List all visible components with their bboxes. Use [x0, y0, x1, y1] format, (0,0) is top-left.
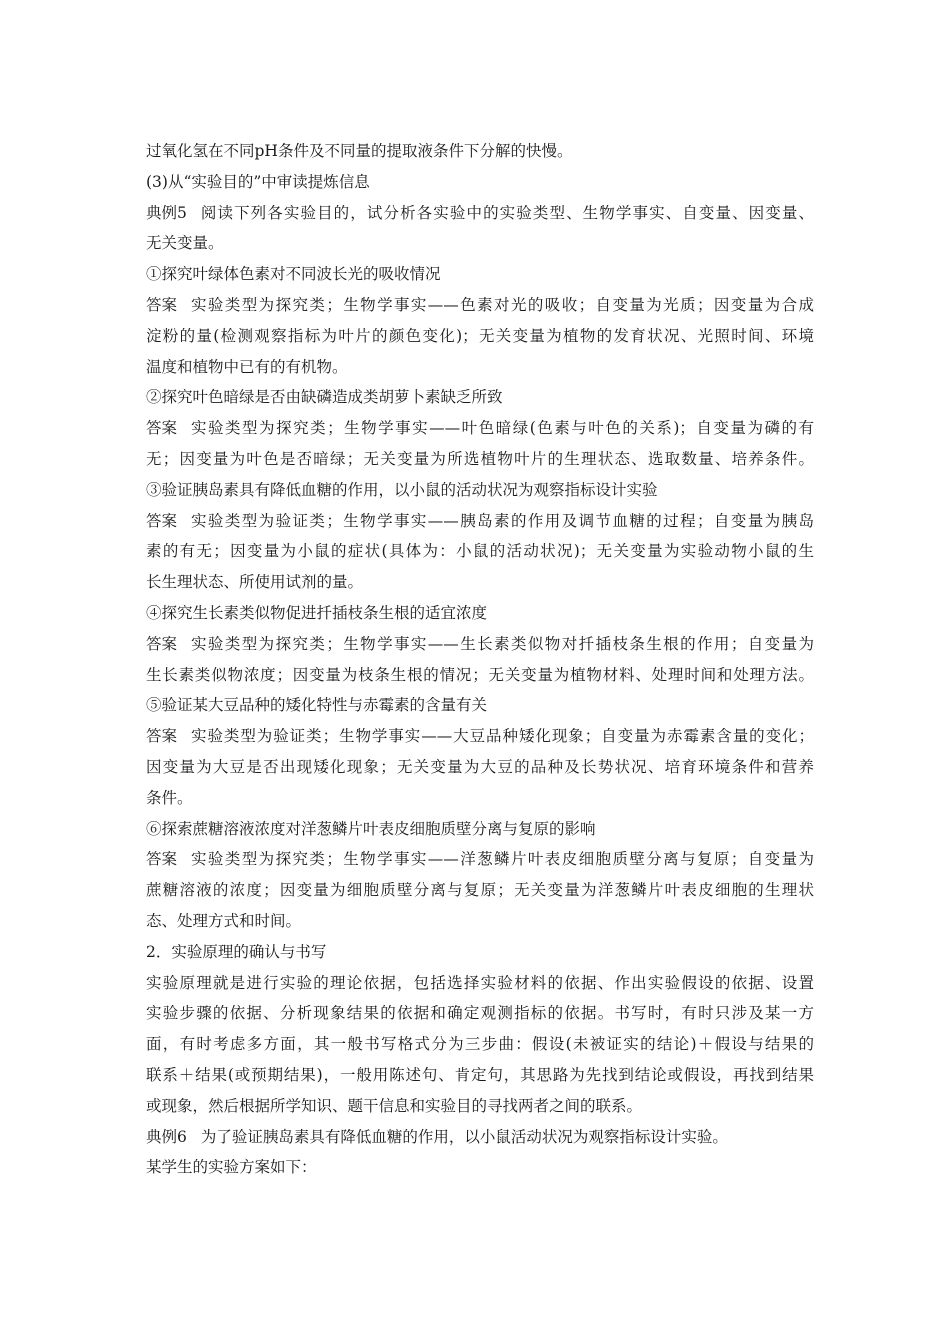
text-line — [146, 1152, 814, 1183]
line-label: 典例5 — [146, 203, 187, 222]
line-text: 实验类型为探究类；生物学事实——生长素类似物对扦插枝条生根的作用；自变量为 — [191, 634, 814, 653]
line-text: (3)从“实验目的”中审读提炼信息 — [146, 172, 370, 191]
line-text: 无；因变量为叶色是否暗绿；无关变量为所选植物叶片的生理状态、选取数量、培养条件。 — [146, 449, 814, 468]
text-line — [146, 968, 814, 999]
text-line — [146, 598, 814, 629]
text-line — [146, 690, 814, 721]
text-line — [146, 352, 814, 383]
text-line — [146, 413, 814, 444]
text-line — [146, 444, 814, 475]
text-line — [146, 783, 814, 814]
line-label: 答案 — [146, 511, 178, 530]
line-text: 温度和植物中已有的有机物。 — [146, 357, 348, 376]
line-text: 为了验证胰岛素具有降低血糖的作用，以小鼠活动状况为观察指标设计实验。 — [200, 1127, 728, 1146]
text-line — [146, 721, 814, 752]
line-text: 联系＋结果(或预期结果)，一般用陈述句、肯定句，其思路为先找到结论或假设，再找到结果 — [146, 1065, 814, 1084]
line-label: 答案 — [146, 295, 178, 314]
line-text: 蔗糖溶液的浓度；因变量为细胞质壁分离与复原；无关变量为洋葱鳞片叶表皮细胞的生理状 — [146, 881, 814, 900]
text-line — [146, 629, 814, 660]
line-label: 答案 — [146, 727, 178, 746]
text-line — [146, 475, 814, 506]
text-line — [146, 814, 814, 845]
text-line — [146, 506, 814, 537]
line-text: 生长素类似物浓度；因变量为枝条生根的情况；无关变量为植物材料、处理时间和处理方法。 — [146, 665, 814, 684]
text-line — [146, 136, 814, 167]
line-text: 过氧化氢在不同pH条件及不同量的提取液条件下分解的快慢。 — [146, 142, 573, 160]
text-line — [146, 567, 814, 598]
line-text: ⑤验证某大豆品种的矮化特性与赤霉素的含量有关 — [146, 696, 488, 715]
line-text: ⑥探索蔗糖溶液浓度对洋葱鳞片叶表皮细胞质壁分离与复原的影响 — [146, 819, 596, 838]
text-line — [146, 382, 814, 413]
line-text: ②探究叶色暗绿是否由缺磷造成类胡萝卜素缺乏所致 — [146, 388, 503, 407]
line-text: 某学生的实验方案如下： — [146, 1158, 317, 1177]
text-line — [146, 536, 814, 567]
text-line — [146, 906, 814, 937]
line-label: 典例6 — [146, 1127, 187, 1146]
line-text: ④探究生长素类似物促进扦插枝条生根的适宜浓度 — [146, 603, 488, 622]
line-text: 实验类型为探究类；生物学事实——色素对光的吸收；自变量为光质；因变量为合成 — [191, 295, 814, 314]
text-line — [146, 1029, 814, 1060]
line-text: 2．实验原理的确认与书写 — [146, 942, 327, 961]
text-line — [146, 1060, 814, 1091]
line-text: 因变量为大豆是否出现矮化现象；无关变量为大豆的品种及长势状况、培育环境条件和营养 — [146, 757, 814, 776]
document-body — [146, 136, 814, 1183]
text-line — [146, 937, 814, 968]
line-text: 条件。 — [146, 788, 193, 807]
text-line — [146, 844, 814, 875]
line-text: 或现象，然后根据所学知识、题干信息和实验目的寻找两者之间的联系。 — [146, 1096, 643, 1115]
line-text: ③验证胰岛素具有降低血糖的作用，以小鼠的活动状况为观察指标设计实验 — [146, 480, 658, 499]
text-line — [146, 228, 814, 259]
line-label: 答案 — [146, 634, 178, 653]
text-line — [146, 875, 814, 906]
line-text: 无关变量。 — [146, 234, 224, 253]
text-line — [146, 321, 814, 352]
line-text: 长生理状态、所使用试剂的量。 — [146, 573, 364, 592]
text-line — [146, 660, 814, 691]
text-line — [146, 1122, 814, 1153]
text-line — [146, 752, 814, 783]
line-text: 态、处理方式和时间。 — [146, 911, 302, 930]
text-line — [146, 259, 814, 290]
line-text: 实验类型为探究类；生物学事实——洋葱鳞片叶表皮细胞质壁分离与复原；自变量为 — [191, 850, 814, 869]
line-text: 实验类型为验证类；生物学事实——大豆品种矮化现象；自变量为赤霉素含量的变化； — [191, 727, 814, 746]
text-line — [146, 198, 814, 229]
text-line — [146, 998, 814, 1029]
line-text: 实验类型为探究类；生物学事实——叶色暗绿(色素与叶色的关系)；自变量为磷的有 — [191, 419, 814, 438]
line-text: 淀粉的量(检测观察指标为叶片的颜色变化)；无关变量为植物的发育状况、光照时间、环境 — [146, 326, 814, 345]
line-text: ①探究叶绿体色素对不同波长光的吸收情况 — [146, 265, 441, 284]
line-label: 答案 — [146, 419, 178, 438]
text-line — [146, 1091, 814, 1122]
line-label: 答案 — [146, 850, 178, 869]
line-text: 实验步骤的依据、分析现象结果的依据和确定观测指标的依据。书写时，有时只涉及某一方 — [146, 1004, 814, 1023]
line-text: 素的有无；因变量为小鼠的症状(具体为：小鼠的活动状况)；无关变量为实验动物小鼠的生 — [146, 542, 814, 561]
line-text: 实验原理就是进行实验的理论依据，包括选择实验材料的依据、作出实验假设的依据、设置 — [146, 973, 814, 992]
line-text: 阅读下列各实验目的，试分析各实验中的实验类型、生物学事实、自变量、因变量、 — [200, 203, 814, 222]
line-text: 实验类型为验证类；生物学事实——胰岛素的作用及调节血糖的过程；自变量为胰岛 — [191, 511, 814, 530]
line-text: 面，有时考虑多方面，其一般书写格式分为三步曲：假设(未被证实的结论)＋假设与结果的 — [146, 1035, 814, 1054]
text-line — [146, 290, 814, 321]
text-line — [146, 167, 814, 198]
